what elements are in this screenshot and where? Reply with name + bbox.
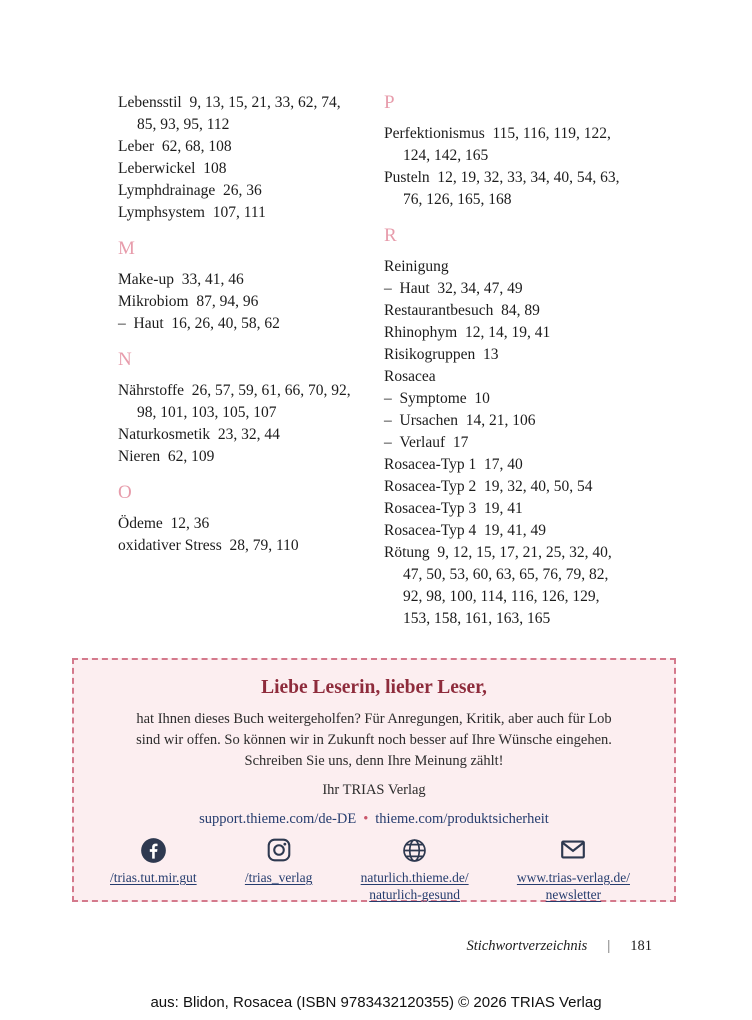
source-caption: aus: Blidon, Rosacea (ISBN 9783432120355) © 2026 TRIAS Verlag [150, 994, 602, 1011]
index-entry: Rosacea-Typ 2 19, 32, 40, 50, 54 [384, 478, 593, 495]
index-entry: Naturkosmetik 23, 32, 44 [118, 426, 280, 443]
feedback-text: hat Ihnen dieses Buch weitergeholfen? Für Anregungen, Kritik, aber auch für Lob sind wir offen. So können wir in Zukunft noch besser auf Ihre Wünsche eingehen. Schreiben Sie uns, denn Ihre Meinung zählt! [136, 711, 612, 769]
index-letter-M: M [118, 238, 135, 259]
social-label: naturlich.thieme.de/ naturlich-gesund [360, 870, 469, 902]
social-link-instagram[interactable] [245, 837, 312, 886]
feedback-heading: Liebe Leserin, lieber Leser, [261, 677, 487, 698]
index-entry: – Haut 16, 26, 40, 58, 62 [118, 315, 280, 332]
support-links-line [74, 809, 674, 830]
index-entry: Nieren 62, 109 [118, 448, 215, 465]
index-entry: Rosacea-Typ 4 19, 41, 49 [384, 522, 547, 539]
index-entry: Leber 62, 68, 108 [118, 138, 232, 155]
index-letter-R: R [384, 225, 397, 246]
mail-icon [559, 837, 587, 865]
index-entry: Rosacea-Typ 3 19, 41 [384, 500, 523, 517]
index-entry: Lymphdrainage 26, 36 [118, 182, 262, 199]
index-entry: Pusteln 12, 19, 32, 33, 34, 40, 54, 63, 76, 126, 165, 168 [384, 169, 620, 208]
index-entry: Lebensstil 9, 13, 15, 21, 33, 62, 74, 85, 93, 95, 112 [118, 94, 341, 133]
index-entry: – Verlauf 17 [384, 434, 469, 451]
social-link-newsletter[interactable] [517, 837, 630, 903]
index-entry: – Ursachen 14, 21, 106 [384, 412, 536, 429]
social-link-facebook[interactable] [110, 837, 197, 886]
index-entry: Leberwickel 108 [118, 160, 227, 177]
index-entry: Lymphsystem 107, 111 [118, 204, 266, 221]
globe-icon [401, 837, 428, 865]
bullet-separator: • [363, 811, 369, 827]
index-letter-N: N [118, 349, 132, 370]
social-label: /trias_verlag [244, 870, 313, 885]
index-entry: – Symptome 10 [384, 390, 490, 407]
product-safety-link[interactable]: thieme.com/produktsicherheit [375, 811, 549, 827]
index-entry: Restaurantbesuch 84, 89 [384, 302, 540, 319]
index-entry: Rötung 9, 12, 15, 17, 21, 25, 32, 40, 47, 50, 53, 60, 63, 65, 76, 79, 82, 92, 98, 100, 114, 116, 126, 129, 153, 158, 161, 163, 165 [384, 544, 612, 627]
index-entry: Make-up 33, 41, 46 [118, 271, 244, 288]
index-entry: Reinigung [384, 258, 449, 275]
index-entry: Nährstoffe 26, 57, 59, 61, 66, 70, 92, 98, 101, 103, 105, 107 [118, 382, 351, 421]
index-entry: – Haut 32, 34, 47, 49 [384, 280, 523, 297]
footer-section-title: Stichwortverzeichnis [466, 938, 588, 954]
index-entry: Ödeme 12, 36 [118, 515, 210, 532]
index-entry: oxidativer Stress 28, 79, 110 [118, 537, 299, 554]
index-entry: Mikrobiom 87, 94, 96 [118, 293, 259, 310]
social-row [74, 837, 674, 903]
page-number: 181 [630, 938, 652, 954]
footer-separator: | [607, 938, 611, 954]
social-label: /trias.tut.mir.gut [110, 870, 197, 885]
support-link[interactable]: support.thieme.com/de-DE [199, 811, 357, 827]
index-entry: Rosacea-Typ 1 17, 40 [384, 456, 523, 473]
index-letter-O: O [118, 482, 132, 503]
feedback-box [72, 658, 676, 902]
index-entry: Rosacea [384, 368, 436, 385]
social-label: www.trias-verlag.de/ newsletter [516, 870, 630, 902]
index-column-right [384, 92, 628, 630]
instagram-icon [266, 837, 292, 865]
page-footer [467, 938, 652, 955]
index-column-left [118, 92, 360, 557]
facebook-icon [140, 837, 167, 865]
social-link-website[interactable] [361, 837, 469, 903]
index-letter-P: P [384, 92, 395, 113]
index-entry: Risikogruppen 13 [384, 346, 499, 363]
feedback-signature: Ihr TRIAS Verlag [322, 782, 426, 798]
index-entry: Rhinophym 12, 14, 19, 41 [384, 324, 551, 341]
index-entry: Perfektionismus 115, 116, 119, 122, 124, 142, 165 [384, 125, 611, 164]
